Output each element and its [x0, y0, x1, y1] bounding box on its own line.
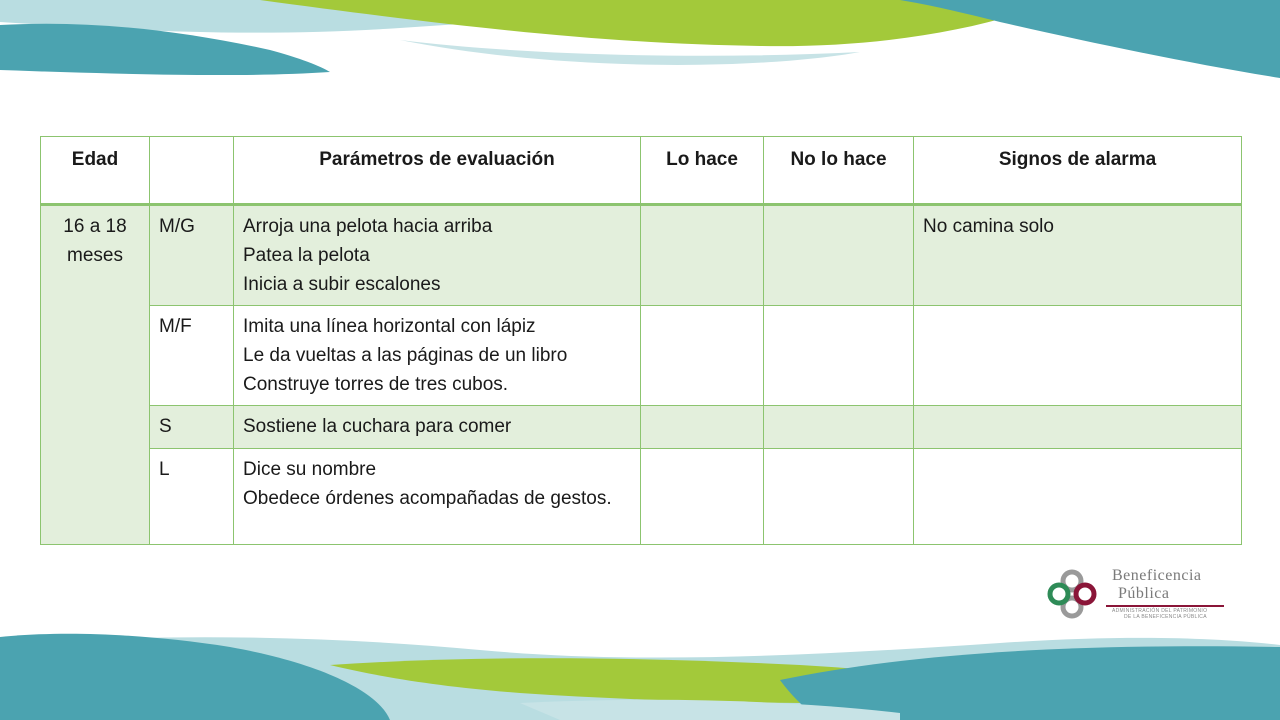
parameter-item: Imita una línea horizontal con lápiz: [243, 316, 536, 337]
area-cell: M/F: [150, 306, 234, 406]
header-does: Lo hace: [641, 137, 764, 205]
header-age: Edad: [41, 137, 150, 205]
parameter-item: Patea la pelota: [243, 245, 370, 266]
parameters-cell: [234, 205, 641, 306]
logo-name-line2: Pública: [1118, 585, 1170, 602]
logo-subtitle-line2: DE LA BENEFICENCIA PÚBLICA: [1124, 614, 1207, 620]
does-cell[interactable]: [641, 449, 764, 545]
parameter-item: Sostiene la cuchara para comer: [243, 416, 512, 437]
does-cell[interactable]: [641, 406, 764, 449]
bottom-wave-decoration: [0, 625, 1280, 720]
parameter-item: Dice su nombre: [243, 459, 377, 480]
alarm-cell: No camina solo: [914, 205, 1242, 306]
header-doesnt: No lo hace: [764, 137, 914, 205]
table-row: [41, 406, 1242, 449]
area-cell: L: [150, 449, 234, 545]
logo-divider: [1106, 605, 1224, 607]
parameter-item: Obedece órdenes acompañadas de gestos.: [243, 488, 612, 509]
alarm-cell: [914, 306, 1242, 406]
does-cell[interactable]: [641, 306, 764, 406]
logo-name-line1: Beneficencia: [1112, 567, 1202, 584]
parameter-item: Construye torres de tres cubos.: [243, 374, 509, 395]
does-cell[interactable]: [641, 205, 764, 306]
header-alarm-signs: Signos de alarma: [914, 137, 1242, 205]
top-wave-decoration: [0, 0, 1280, 90]
table-header-row: [41, 137, 1242, 205]
doesnt-cell[interactable]: [764, 449, 914, 545]
doesnt-cell[interactable]: [764, 205, 914, 306]
header-parameters: Parámetros de evaluación: [234, 137, 641, 205]
parameter-item: Le da vueltas a las páginas de un libro: [243, 345, 568, 366]
header-area: [150, 137, 234, 205]
age-label-line2: meses: [67, 245, 123, 266]
alarm-cell: [914, 406, 1242, 449]
table-row: [41, 449, 1242, 545]
parameter-item: Arroja una pelota hacia arriba: [243, 216, 493, 237]
parameter-item: Inicia a subir escalones: [243, 274, 441, 295]
age-label-line1: 16 a 18: [63, 216, 127, 237]
parameters-cell: [234, 406, 641, 449]
alarm-cell: [914, 449, 1242, 545]
age-cell: [41, 205, 150, 545]
area-cell: M/G: [150, 205, 234, 306]
parameters-cell: [234, 449, 641, 545]
evaluation-table: [40, 136, 1242, 545]
table-row: [41, 306, 1242, 406]
logo-subtitle-line1: ADMINISTRACIÓN DEL PATRIMONIO: [1112, 608, 1208, 614]
doesnt-cell[interactable]: [764, 406, 914, 449]
area-cell: S: [150, 406, 234, 449]
parameters-cell: [234, 306, 641, 406]
table-row: [41, 205, 1242, 306]
doesnt-cell[interactable]: [764, 306, 914, 406]
